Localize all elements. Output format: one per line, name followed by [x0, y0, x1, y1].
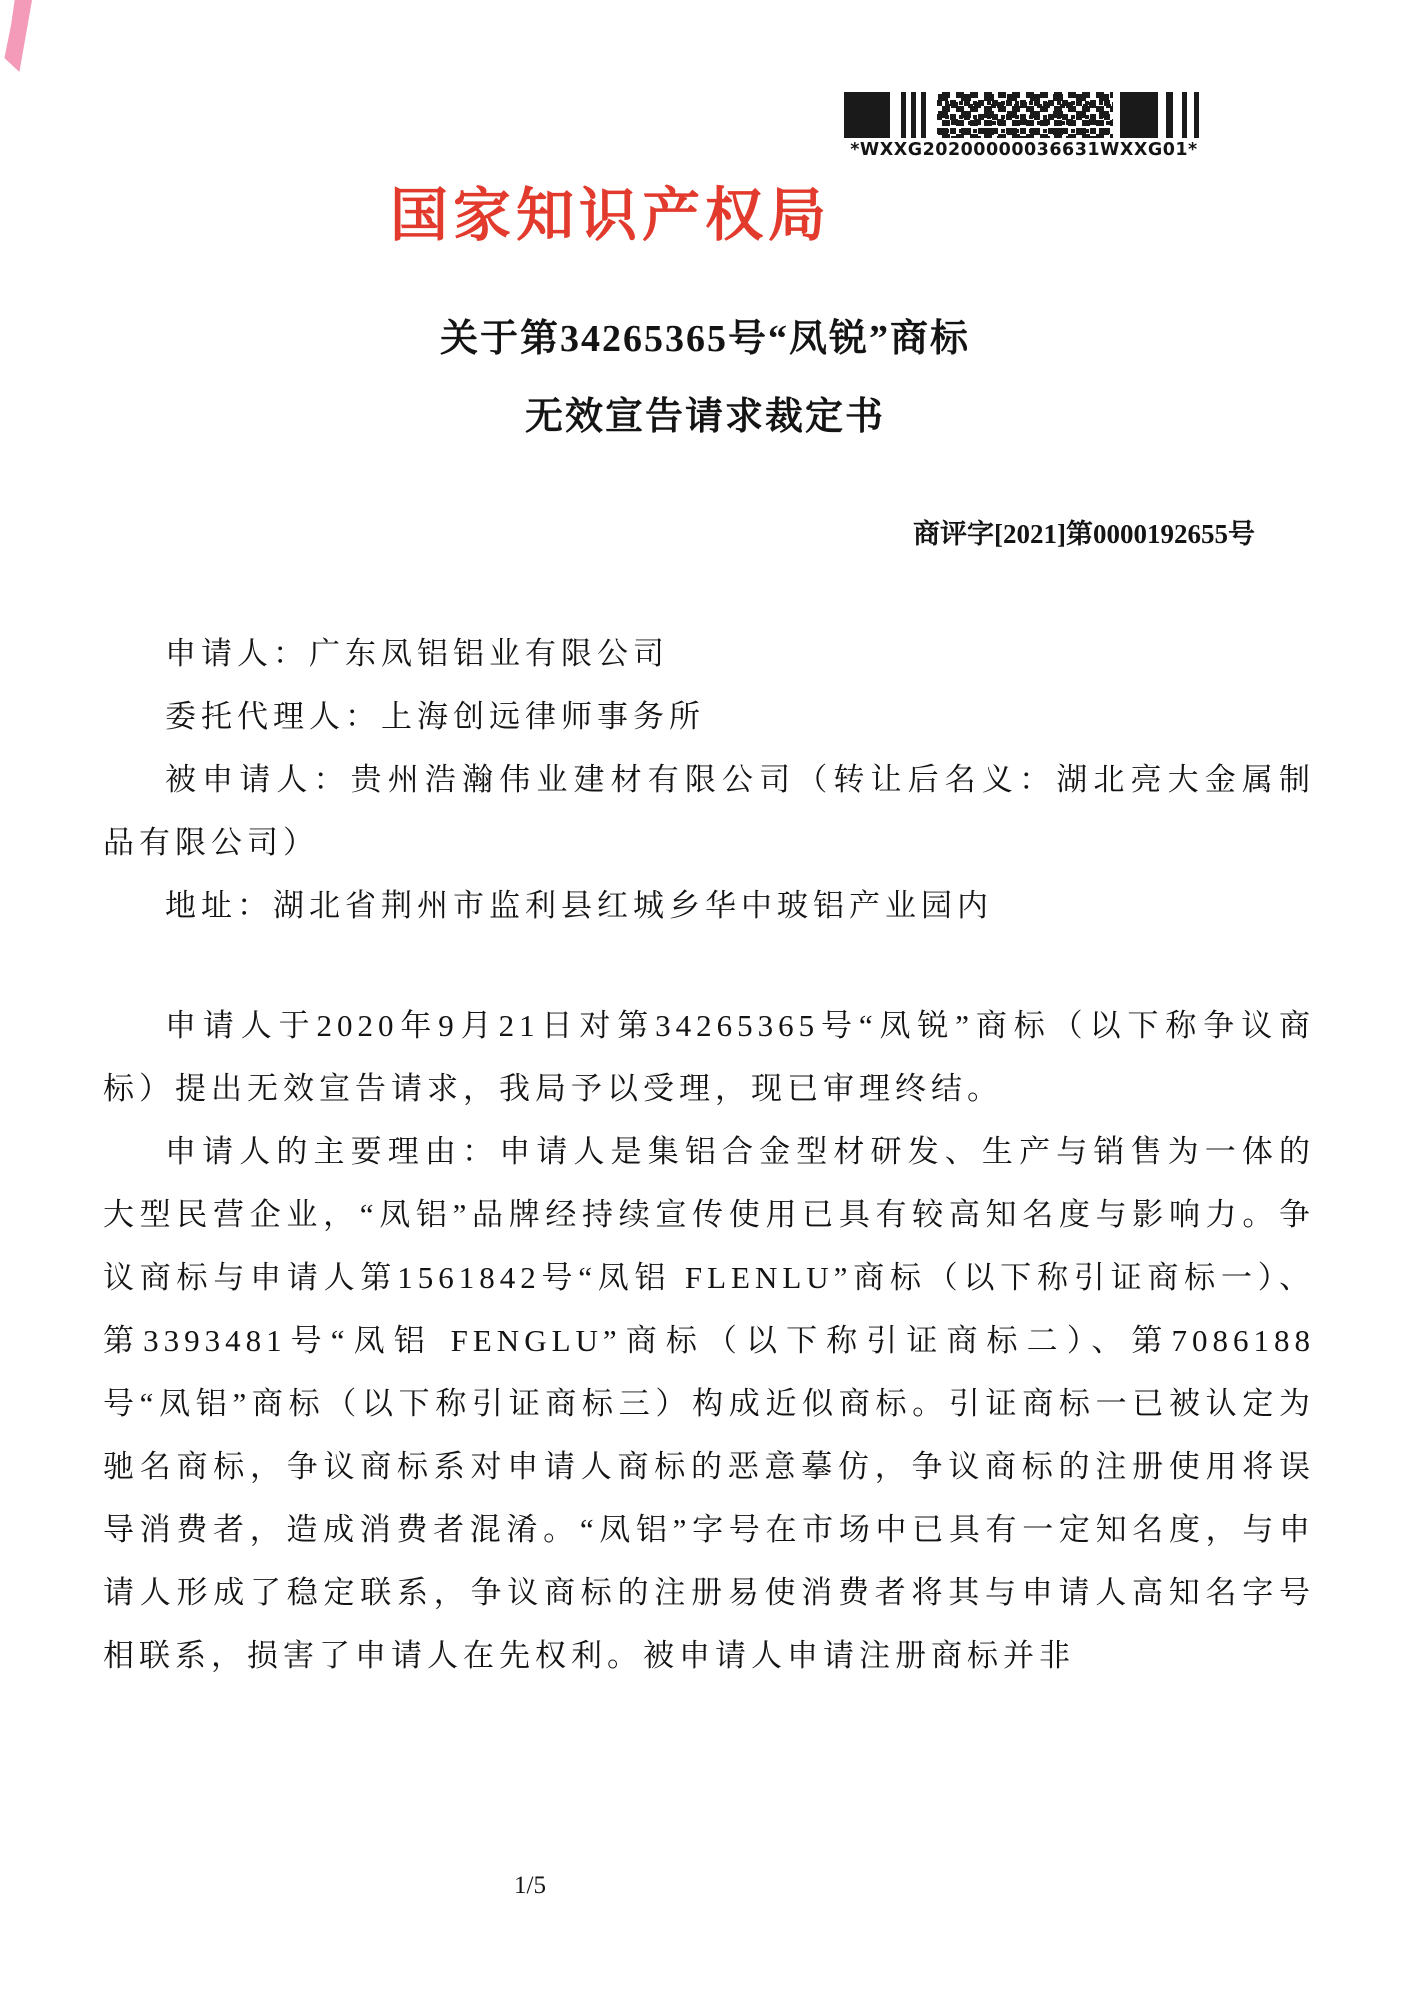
body-paragraph-2: 申请人的主要理由：申请人是集铝合金型材研发、生产与销售为一体的大型民营企业，“凤铝”品牌经持续宣传使用已具有较高知名度与影响力。争议商标与申请人第1561842号“凤铝 FLENLU”商标（以下称引证商标一）、第3393481号“凤铝 FENGLU”商标（以下称引证商标二）、第7086188号“凤铝”商标（以下称引证商标三）构成近似商标。引证商标一已被认定为驰名商标，争议商标系对申请人商标的恶意摹仿，争议商标的注册使用将误导消费者，造成消费者混淆。“凤铝”字号在市场中已具有一定知名度，与申请人形成了稳定联系，争议商标的注册易使消费者将其与申请人高知名字号相联系，损害了申请人在先权利。被申请人申请注册商标并非: [103, 1134, 1315, 1673]
document-title-line2: 无效宣告请求裁定书: [524, 396, 885, 438]
document-title: [0, 300, 1410, 456]
document-number: 商评字[2021]第0000192655号: [913, 519, 1255, 549]
page-number: 1/5: [514, 1872, 546, 1899]
barcode-text: *WXXG20200000036631WXXG01*: [850, 140, 1198, 160]
party-applicant: 申请人：广东凤铝铝业有限公司: [165, 636, 669, 671]
party-agent: 委托代理人：上海创远律师事务所: [165, 699, 705, 734]
party-address: 地址：湖北省荆州市监利县红城乡华中玻铝产业园内: [165, 888, 993, 923]
scan-artifact: [2, 0, 32, 72]
barcode-icon: [844, 92, 1204, 138]
barcode: [838, 92, 1210, 160]
document-title-line1: 关于第34265365号“凤锐”商标: [439, 318, 970, 360]
body-paragraph-1: 申请人于2020年9月21日对第34265365号“凤锐”商标（以下称争议商标）提出无效宣告请求，我局予以受理，现已审理终结。: [103, 1008, 1315, 1106]
agency-title: 国家知识产权局: [390, 183, 832, 248]
party-respondent: 被申请人：贵州浩瀚伟业建材有限公司（转让后名义：湖北亮大金属制品有限公司）: [103, 762, 1315, 860]
document-body: [103, 622, 1315, 1687]
